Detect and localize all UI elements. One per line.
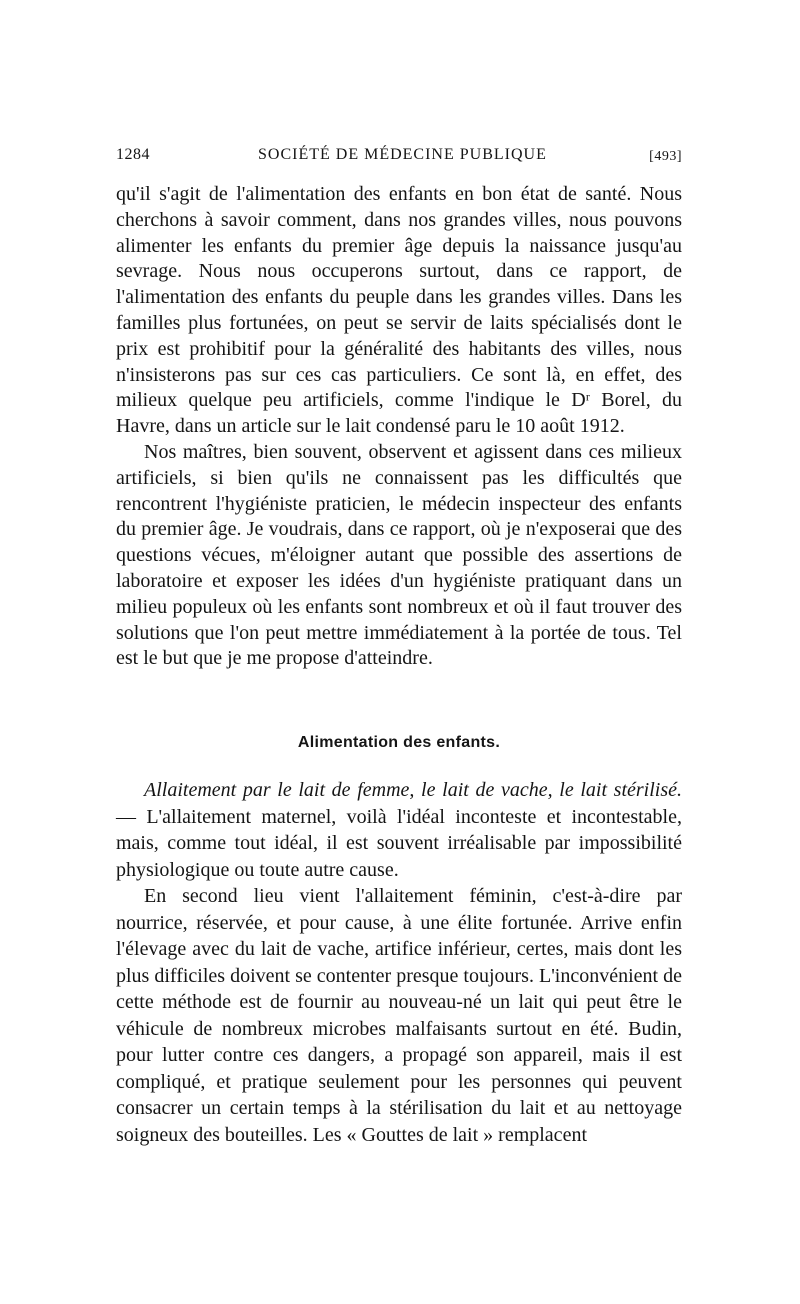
intro-paragraph-1: qu'il s'agit de l'alimentation des enfants en bon état de santé. Nous cherchons à savoir comment, dans nos grandes villes, nous pouvons alimenter les enfants du premier âge depuis la naissance jusqu'au sevrage. Nous nous occuperons surtout, dans ce rapport, de l'alimentation des enfants du peuple dans les grandes villes. Dans les familles plus fortunées, on peut se servir de laits spécialisés dont le prix est prohibitif pour la généralité des habitants des villes, nous n'insisterons pas sur ces cas particuliers. Ce sont là, en effet, des milieux quelque peu artificiels, comme l'indique le Dʳ Borel, du Havre, dans un article sur le lait condensé paru le 10 août 1912. <box>116 183 682 438</box>
section-paragraph-1-text: — L'allaitement maternel, voilà l'idéal inconteste et incontestable, mais, comme tout idéal, il est souvent irréalisable par impossibilité physiologique ou toute autre cause. <box>116 805 682 881</box>
section-text <box>116 777 682 1148</box>
running-head <box>116 146 682 170</box>
section-subheading: Allaitement par le lait de femme, le lait de vache, le lait stérilisé. <box>144 779 682 801</box>
page-number: 1284 <box>116 146 150 163</box>
section-paragraph-2: En second lieu vient l'allaitement féminin, c'est-à-dire par nourrice, réservée, et pour cause, à une élite fortunée. Arrive enfin l'élevage avec du lait de vache, artifice inférieur, certes, mais dont les plus difficiles doivent se contenter presque toujours. L'inconvénient de cette méthode est de fournir au nouveau-né un lait qui peut être le véhicule de nombreux microbes malfaisants surtout en été. Budin, pour lutter contre ces dangers, a propagé son appareil, mais il est compliqué, et pratique seulement pour les personnes qui peuvent consacrer un certain temps à la stérilisation du lait et au nettoyage soigneux des bouteilles. Les « Gouttes de lait » remplacent <box>116 885 682 1146</box>
intro-paragraph-2: Nos maîtres, bien souvent, observent et agissent dans ces milieux artificiels, si bien qu'ils ne connaissent pas les difficultés que rencontrent l'hygiéniste praticien, le médecin inspecteur des enfants du premier âge. Je voudrais, dans ce rapport, où je n'exposerai que des questions vécues, m'éloigner autant que possible des assertions de laboratoire et exposer les idées d'un hygiéniste pratiquant dans un milieu populeux où les enfants sont nombreux et où il faut trouver des solutions que l'on peut mettre immédiatement à la portée de tous. Tel est le but que je me propose d'atteindre. <box>116 440 682 670</box>
section-number: [493] <box>649 149 682 164</box>
journal-title: SOCIÉTÉ DE MÉDECINE PUBLIQUE <box>258 146 547 163</box>
section-heading: Alimentation des enfants. <box>297 734 501 751</box>
intro-text <box>116 182 682 672</box>
section-paragraph-1 <box>116 777 682 883</box>
